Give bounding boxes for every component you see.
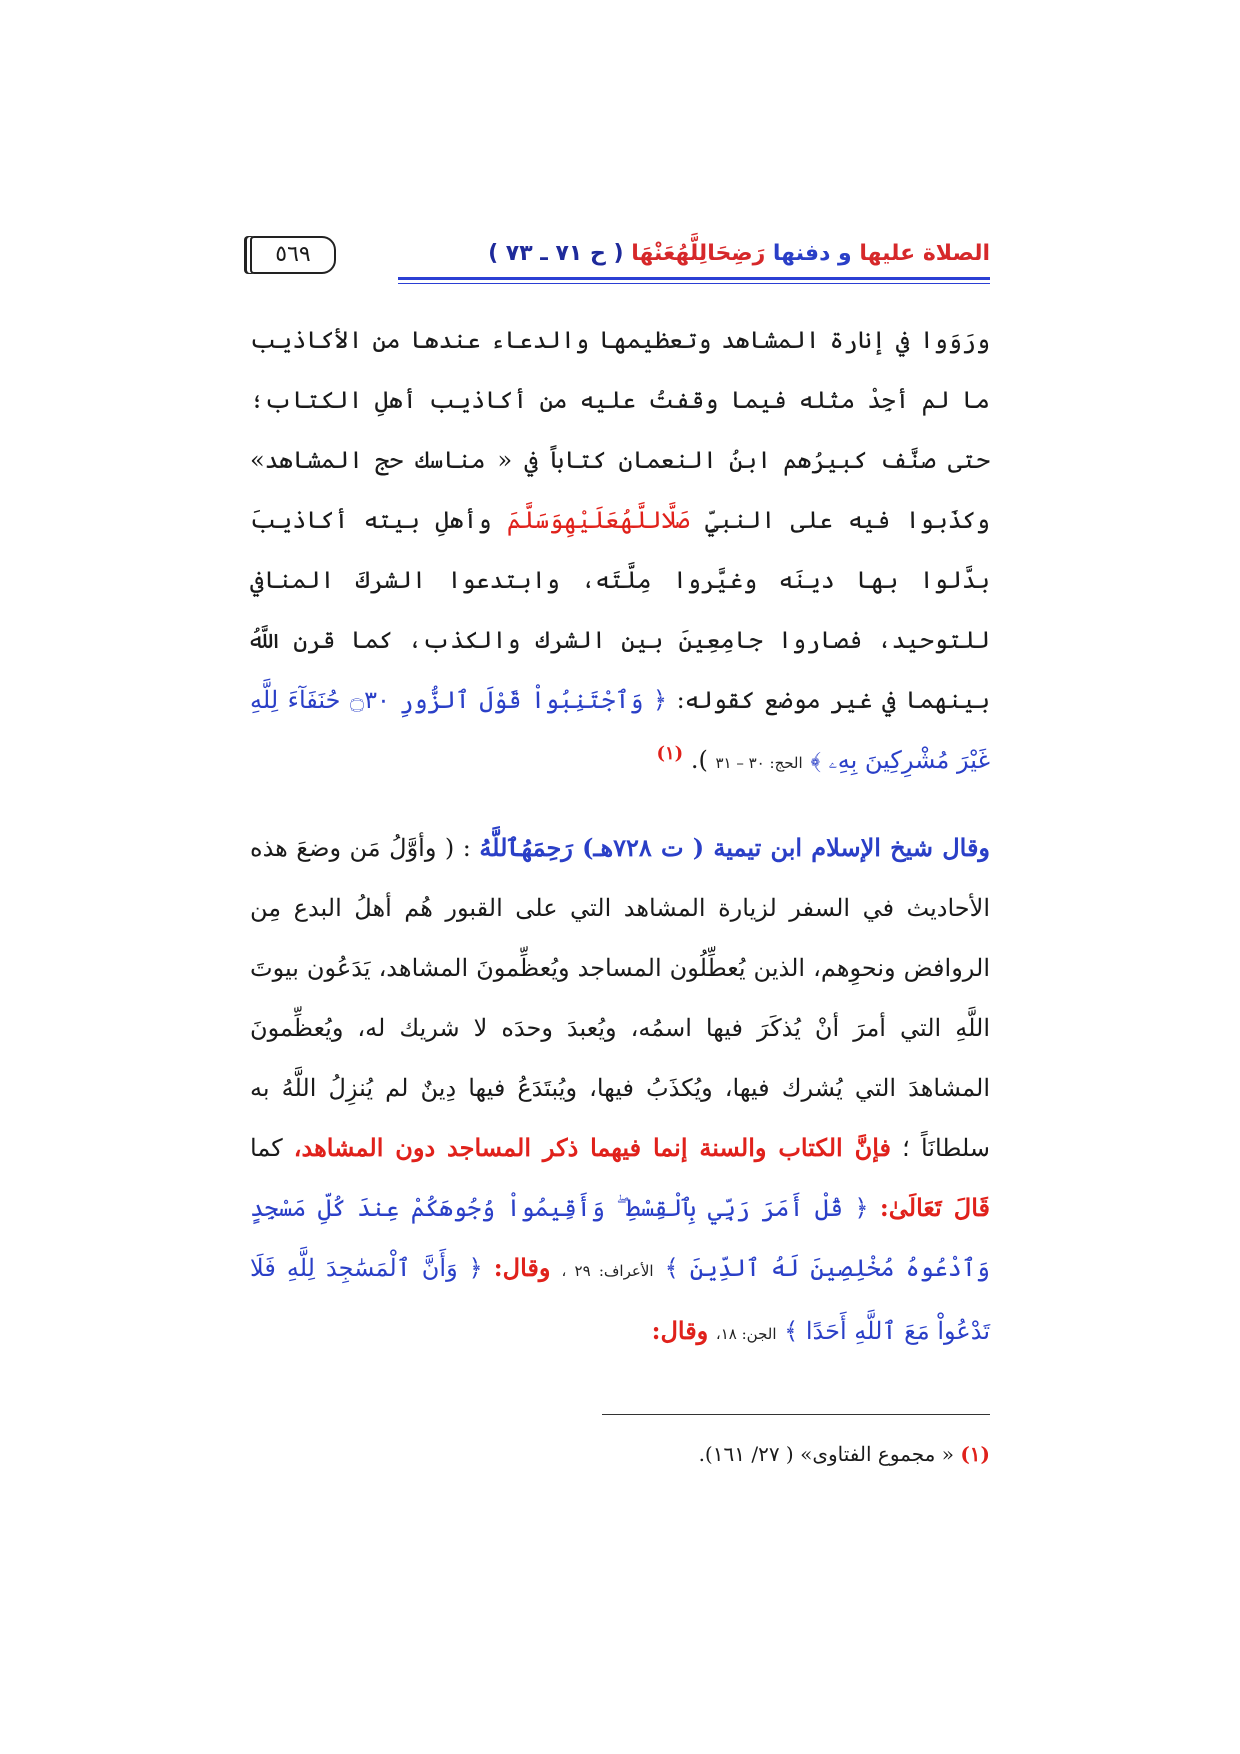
page-header: [250, 236, 990, 276]
paragraph-1: [250, 310, 990, 793]
footnote-divider: [602, 1414, 990, 1415]
header-rule: [398, 277, 990, 280]
footnote-text: « مجموع الفتاوى» ( ٢٧/ ١٦١).: [698, 1442, 954, 1466]
page-number: ٥٦٩: [250, 236, 336, 274]
footnote-marker: (١): [656, 743, 684, 764]
verse-reference-hajj: الحج: ٣٠ – ٣١: [715, 754, 803, 772]
quran-verse-hajj: ﴿ وَٱجْتَنِبُواْ قَوْلَ ٱلزُّورِ ۝٣٠ حُنَفَآءَ لِلَّهِ غَيْرَ مُشْرِكِينَ بِهِۦ ﴾: [250, 686, 990, 774]
header-rule-thin: [398, 283, 990, 284]
qal-label-3: وقال:: [651, 1316, 709, 1345]
quran-verse-jinn: ﴿ وَأَنَّ ٱلْمَسَٰجِدَ لِلَّهِ فَلَا تَدْعُواْ مَعَ ٱللَّهِ أَحَدًا ﴾: [250, 1254, 990, 1345]
paragraph-1-text-b: وأهلِ بيته أكاذيبَ بدَّلوا بها دينَه وغيَّروا مِلَّتَه، وابتدعوا الشركَ المنافي للتوحيد، فصاروا جامِعِينَ بين الشرك والكذب، كما قرن اللَّهُ بينهما في غير موضع كقوله:: [250, 506, 991, 714]
footnote: [250, 1438, 990, 1470]
paragraph-1-text-a: ورَوَوا في إنارة المشاهد وتعظيمها والدعاء عندها من الأكاذيب ما لم أجِدْ مثله فيما وقفتُ عليه من أكاذيب أهلِ الكتاب؛ حتى صنَّف كبيرُهم ابنُ النعمان كتاباً في « مناسك حج المشاهد» وكذَبوا فيه على النبيِّ: [250, 326, 991, 534]
running-title-part2: و دفنها: [772, 241, 852, 266]
running-title-hadith-range: ( ح ٧١ ـ ٧٣ ): [488, 241, 624, 266]
verse-reference-araf: الأعراف: ٢٩ ،: [561, 1262, 654, 1280]
salutation: صَلَّاللَّهُعَلَيْهِوَسَلَّمَ: [506, 506, 690, 534]
paragraph-2-text-a: : ( وأوَّلُ مَن وضعَ هذه الأحاديث في السفر لزيارة المشاهد التي على القبور هُم أهلُ البدع مِن الروافض ونحوِهم، الذين يُعطِّلُون المساجد ويُعظِّمونَ المشاهد، يَدَعُون بيوتَ اللَّهِ التي أمرَ أنْ يُذكَرَ فيها اسمُه، ويُعبدَ وحدَه لا شريك له، ويُعظِّمونَ المشاهدَ التي يُشرك فيها، ويُكذَبُ فيها، ويُبتَدَعُ فيها دِينٌ لم يُنزِلُ اللَّهُ به سلطانَاً ؛: [250, 834, 990, 1162]
running-title: [488, 236, 990, 272]
quote-heading: وقال شيخ الإسلام ابن تيمية ( ت ٧٢٨هـ) رَحِمَهُٱللَّهُ: [479, 833, 991, 862]
qal-label-1: قَالَ تَعَالَىٰ:: [879, 1193, 990, 1222]
paragraph-2: [250, 818, 990, 1364]
running-title-part1: الصلاة عليها: [859, 241, 990, 266]
highlighted-statement: فإنَّ الكتاب والسنة إنما فيهما ذكر المساجد دون المشاهد،: [293, 1133, 892, 1162]
paragraph-1-close: ).: [690, 746, 708, 774]
paragraph-2-text-b: كما: [250, 1134, 283, 1162]
quran-verse-araf: ﴿ قُلْ أَمَرَ رَبِّي بِٱلْقِسْطِ ۖ وَأَقِيمُواْ وُجُوهَكُمْ عِندَ كُلِّ مَسْجِدٍ وَٱدْعُوهُ مُخْلِصِينَ لَهُ ٱلدِّينَ ﴾: [250, 1194, 990, 1282]
running-title-honorific: رَضِحَالِلَّهُعَنْهَا: [631, 241, 766, 266]
verse-reference-jinn: الجن: ١٨،: [715, 1325, 777, 1343]
footnote-number: (١): [960, 1442, 990, 1466]
qal-label-2: وقال:: [493, 1253, 551, 1282]
